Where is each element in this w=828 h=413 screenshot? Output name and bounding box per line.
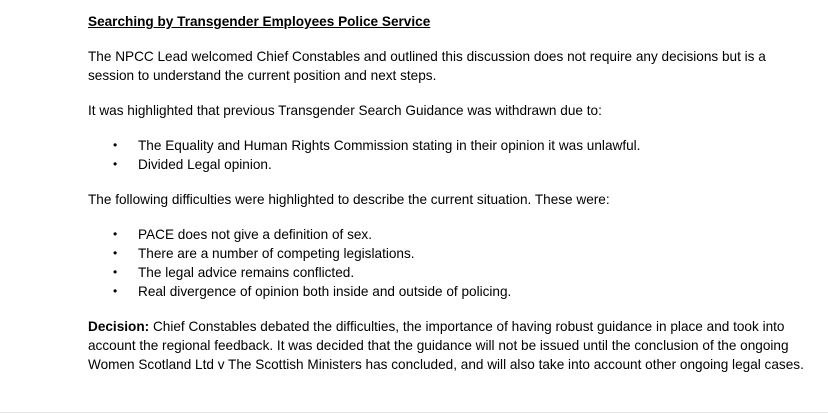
list-item [88,244,808,263]
list-item-text: Real divergence of opinion both inside and outside of policing. [138,284,512,299]
decision-paragraph [88,317,808,374]
decision-label: Decision: [88,319,150,334]
difficulties-list [88,225,808,301]
bullet-icon: • [113,138,118,152]
section-heading: Searching by Transgender Employees Police Service [88,14,431,29]
list-item-text: Divided Legal opinion. [138,157,272,172]
bullet-icon: • [113,246,118,260]
list-item [88,263,808,282]
decision-text: Chief Constables debated the difficulties, the importance of having robust guidance in place and took into account the regional feedback. It was decided that the guidance will not be issued until the conclusion of the ongoing Women Scotland Ltd v The Scottish Ministers has concluded, and will also take into account other ongoing legal cases. [88,319,804,372]
list-item-text: PACE does not give a definition of sex. [138,227,373,242]
list-item [88,282,808,301]
list-item-text: There are a number of competing legislations. [138,246,415,261]
document-body [88,12,808,390]
bullet-icon: • [113,227,118,241]
list-item-text: The legal advice remains conflicted. [138,265,355,280]
intro-paragraph: The NPCC Lead welcomed Chief Constables and outlined this discussion does not require any decisions but is a session to understand the current position and next steps. [88,49,766,83]
withdrawn-intro-paragraph: It was highlighted that previous Transgender Search Guidance was withdrawn due to: [88,103,602,118]
list-item [88,136,808,155]
bullet-icon: • [113,157,118,171]
bullet-icon: • [113,284,118,298]
list-item [88,155,808,174]
list-item [88,225,808,244]
bullet-icon: • [113,265,118,279]
withdrawn-reasons-list [88,136,808,174]
list-item-text: The Equality and Human Rights Commission stating in their opinion it was unlawful. [138,138,641,153]
difficulties-intro-paragraph: The following difficulties were highlighted to describe the current situation. These were: [88,192,610,207]
